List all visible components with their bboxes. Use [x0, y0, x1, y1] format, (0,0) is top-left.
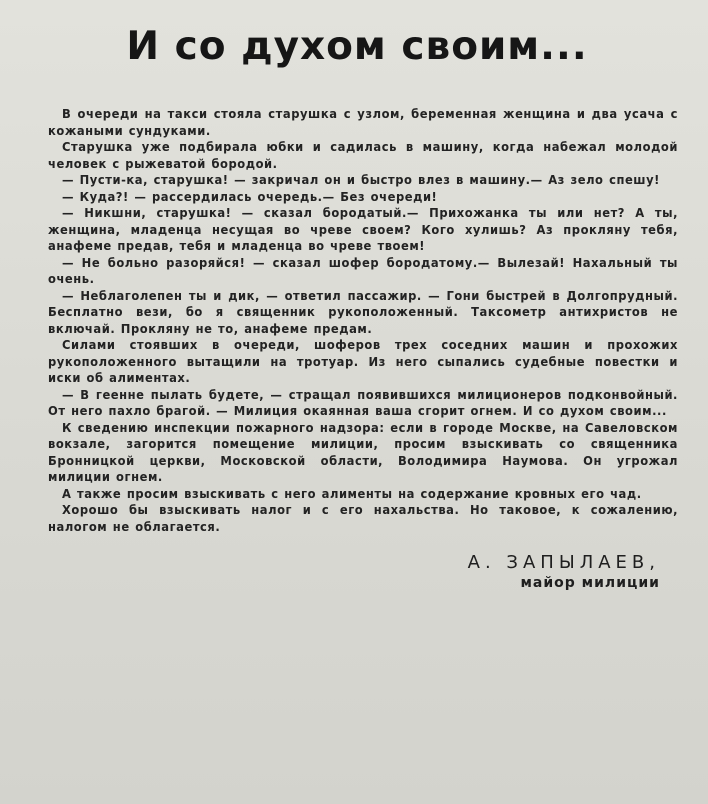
paragraph: — В геенне пылать будете, — стращал появившихся милиционеров подконвойный. От него пахло брагой. — Милиция окаянная ваша сгорит огнем. И со духом своим...	[48, 387, 678, 419]
paragraph: — Никшни, старушка! — сказал бородатый.— Прихожанка ты или нет? А ты, женщина, младенца несущая во чреве своем? Кого хулишь? Аз прокляну тебя, анафеме предав, тебя и младенца во чреве твоем!	[48, 206, 678, 254]
paragraph: А также просим взыскивать с него алименты на содержание кровных его чад.	[62, 486, 642, 502]
author-rank: майор милиции	[520, 575, 660, 591]
article-body	[36, 107, 678, 536]
paragraph: — Куда?! — рассердилась очередь.— Без очереди!	[62, 189, 438, 205]
article-title: И со духом своим...	[126, 24, 588, 69]
paragraph: Старушка уже подбирала юбки и садилась в машину, когда набежал молодой человек с рыжеватой бородой.	[48, 140, 678, 172]
author-name: А. ЗАПЫЛАЕВ,	[467, 552, 660, 573]
author-signature	[36, 552, 678, 591]
paragraph: — Неблаголепен ты и дик, — ответил пассажир. — Гони быстрей в Долгопрудный. Бесплатно вези, бо я священник рукоположенный. Таксометр антихристов не включай. Прокляну не то, анафеме предам.	[48, 288, 678, 337]
paragraph: В очереди на такси стояла старушка с узлом, беременная женщина и два усача с кожаными сундуками.	[48, 107, 678, 139]
paragraph: Хорошо бы взыскивать налог и с его нахальства. Но таковое, к сожалению, налогом не облагается.	[48, 503, 678, 535]
paragraph: Силами стоявших в очереди, шоферов трех соседних машин и прохожих рукоположенного вытащили на тротуар. Из него сыпались судебные повестки и иски об алиментах.	[48, 338, 678, 386]
paragraph: К сведению инспекции пожарного надзора: если в городе Москве, на Савеловском вокзале, загорится помещение милиции, просим взыскивать со священника Бронницкой церкви, Московской области, Володимира Наумова. Он угрожал милиции огнем.	[48, 420, 678, 485]
paragraph: — Пусти-ка, старушка! — закричал он и быстро влез в машину.— Аз зело спешу!	[62, 173, 660, 188]
paragraph: — Не больно разоряйся! — сказал шофер бородатому.— Вылезай! Нахальный ты очень.	[48, 255, 678, 287]
